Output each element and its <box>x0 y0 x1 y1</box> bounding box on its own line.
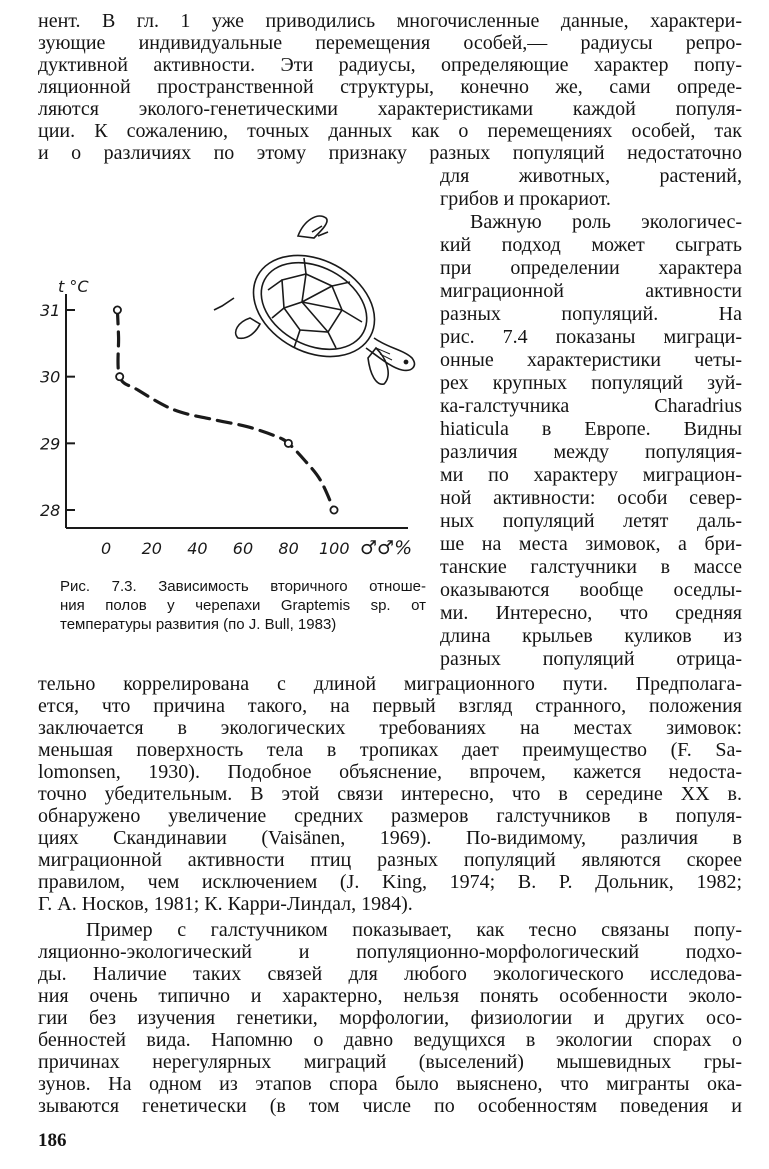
text-line: грибов и прокариот. <box>440 188 611 210</box>
text-line: ми. Интересно, что средняя <box>440 602 742 624</box>
x-tick-label: 60 <box>232 539 254 558</box>
chart-series <box>114 306 338 513</box>
text-line: ции. К сожалению, точных данных как о перемещениях особей, так <box>38 120 742 142</box>
y-tick-label: 29 <box>40 434 61 454</box>
data-point <box>285 440 292 447</box>
text-line: ляются эколого-генетическими характеристиками каждой популя- <box>38 98 742 120</box>
text-line: кий подход может сыграть <box>440 234 742 256</box>
x-tick-label: 0 <box>101 539 112 558</box>
caption-line: температуры развития (по J. Bull, 1983) <box>60 616 337 633</box>
text-line: тельно коррелирована с длиной миграционного пути. Предполага- <box>38 673 742 695</box>
text-line: ной активности: особи север- <box>440 487 742 509</box>
data-point <box>114 306 121 313</box>
y-axis-label: t °C <box>58 277 89 296</box>
text-line: рис. 7.4 показаны миграци- <box>440 326 742 348</box>
text-line: ды. Наличие таких связей для любого экологического исследова- <box>38 963 742 985</box>
text-line: при определении характера <box>440 257 742 279</box>
x-tick-label: 20 <box>141 539 162 558</box>
text-line: зунов. На одном из этапов спора было выяснено, что мигранты ока- <box>38 1073 742 1095</box>
temperature-sex-ratio-chart <box>36 198 436 568</box>
turtle-illustration <box>214 216 414 384</box>
text-line: рех крупных популяций зуй- <box>440 372 742 394</box>
text-line: бенностей вида. Напомню о давно ведущихся в экологии спорах о <box>38 1029 742 1051</box>
text-line: оказываются вообще оседлы- <box>440 579 742 601</box>
text-line: онные характеристики четы- <box>440 349 742 371</box>
text-line: длина крыльев куликов из <box>440 625 742 647</box>
text-line: Важную роль экологичес- <box>470 211 742 233</box>
text-line: танские галстучники в массе <box>440 556 742 578</box>
figure-7-3 <box>36 198 436 568</box>
text-line: заключается в экологических требованиях на местах зимовок: <box>38 717 742 739</box>
text-line: Г. А. Носков, 1981; К. Карри-Линдал, 1984). <box>38 893 413 915</box>
x-tick-label: 40 <box>187 539 208 558</box>
text-line: ми по характеру миграцион- <box>440 464 742 486</box>
text-line: точно убедительным. В этой связи интересно, что в середине XX в. <box>38 783 742 805</box>
y-tick-label: 28 <box>40 501 61 520</box>
text-line: для животных, растений, <box>440 165 742 187</box>
text-line: зываются генетически (в том числе по особенностям поведения и <box>38 1095 742 1117</box>
text-line: правилом, чем исключением (J. King, 1974; В. Р. Дольник, 1982; <box>38 871 742 893</box>
text-line: ния очень типично и характерно, нельзя понять особенности эколо- <box>38 985 742 1007</box>
text-line: циях Скандинавии (Vaisänen, 1969). По-видимому, различия в <box>38 827 742 849</box>
text-line: различия между популяция- <box>440 441 742 463</box>
y-tick-label: 30 <box>40 367 61 387</box>
caption-line: ния полов у черепахи Graptemis sp. от <box>60 597 426 614</box>
text-line: дуктивной активности. Эти радиусы, определяющие характер попу- <box>38 54 742 76</box>
page-number: 186 <box>38 1130 67 1151</box>
text-line: lomonsen, 1930). Подобное объяснение, впрочем, кажется недоста- <box>38 761 742 783</box>
y-tick-label: 31 <box>40 301 61 320</box>
text-line: ляционно-экологический и популяционно-морфологический подхо- <box>38 941 742 963</box>
text-line: и о различиях по этому признаку разных популяций недостаточно <box>38 142 742 164</box>
text-line: разных популяций отрица- <box>440 648 742 670</box>
text-line: Пример с галстучником показывает, как тесно связаны попу- <box>86 919 742 941</box>
x-tick-label: 100 <box>319 539 350 558</box>
text-line: миграционной активности <box>440 280 742 302</box>
text-line: гии без изучения генетики, морфологии, физиологии и других осо- <box>38 1007 742 1029</box>
text-line: ка-галстучника Charadrius <box>440 395 742 417</box>
text-line: ных популяций летят даль- <box>440 510 742 532</box>
dashed-curve <box>117 310 334 510</box>
text-line: зующие индивидуальные перемещения особей,— радиусы репро- <box>38 32 742 54</box>
text-line: обнаружено увеличение средних размеров галстучников в популя- <box>38 805 742 827</box>
text-line: миграционной активности птиц разных популяций являются скорее <box>38 849 742 871</box>
x-axis-label: ♂♂% <box>360 537 413 559</box>
text-line: ше на места зимовок, а бри- <box>440 533 742 555</box>
data-point <box>116 373 123 380</box>
x-tick-label: 80 <box>278 539 299 558</box>
text-line: нент. В гл. 1 уже приводились многочисленные данные, характери- <box>38 10 742 32</box>
text-line: причинах нерегулярных миграций (выселений) мышевидных гры- <box>38 1051 742 1073</box>
data-point <box>330 506 337 513</box>
text-line: разных популяций. На <box>440 303 742 325</box>
caption-line: Рис. 7.3. Зависимость вторичного отноше- <box>60 578 426 595</box>
text-line: ляционной пространственной структуры, конечно же, сами опреде- <box>38 76 742 98</box>
chart-ticks <box>40 301 350 558</box>
text-line: ется, что причина такого, на первый взгляд странного, положения <box>38 695 742 717</box>
text-line: hiaticula в Европе. Видны <box>440 418 742 440</box>
text-line: меньшая поверхность тела в тропиках дает преимущество (F. Sa- <box>38 739 742 761</box>
